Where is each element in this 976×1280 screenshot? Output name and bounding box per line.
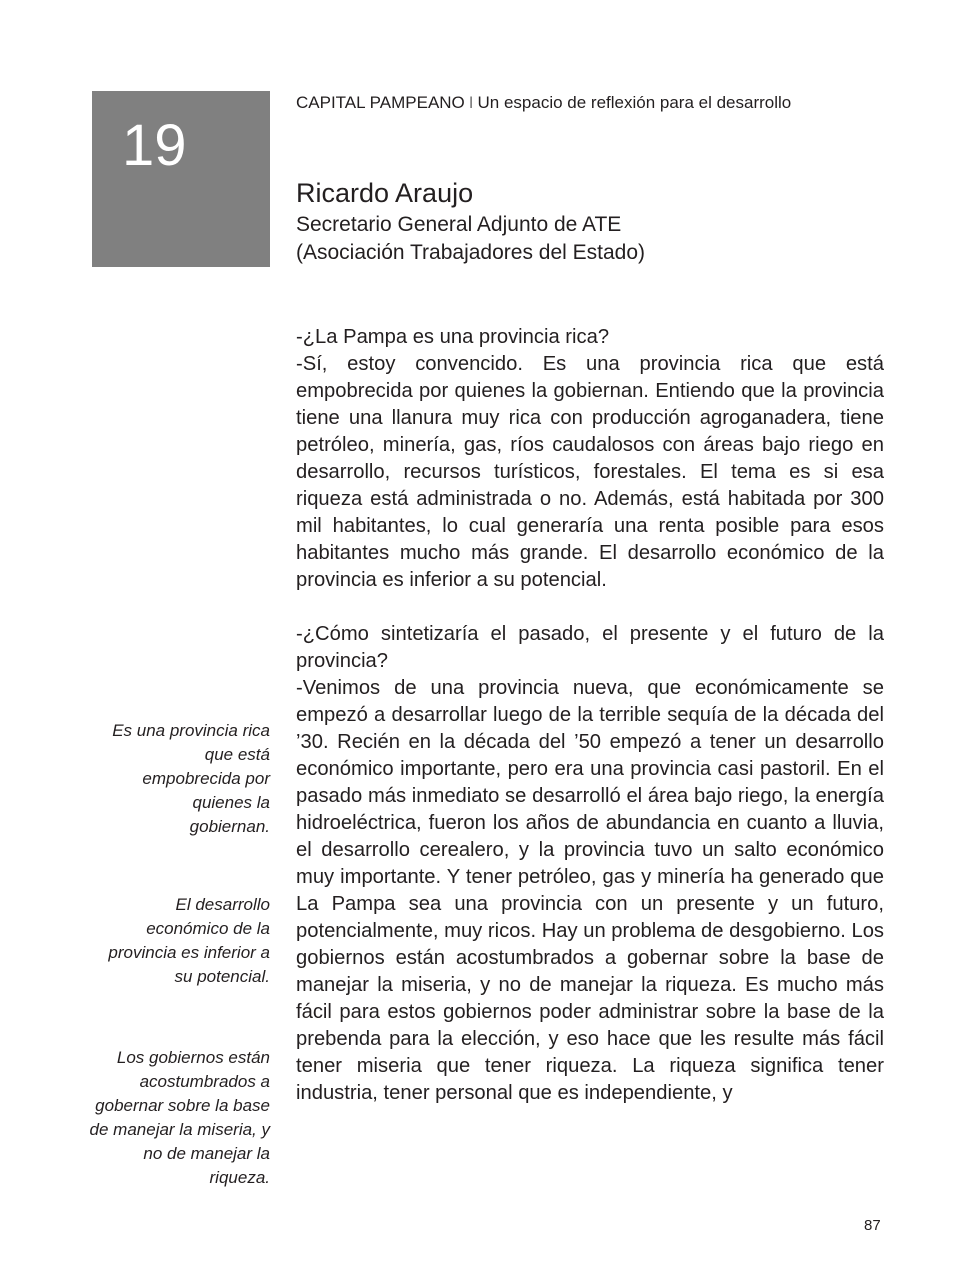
pull-quote-1: Es una provincia rica que está empobrecida por quienes la gobiernan. [112, 721, 270, 836]
publication-name: CAPITAL PAMPEANO [296, 93, 465, 112]
page-number: 87 [864, 1217, 881, 1234]
running-header [296, 93, 791, 113]
answer-2: -Venimos de una provincia nueva, que económicamente se empezó a desarrollar luego de la terrible sequía de la década del ’30. Recién en la década del ’50 empezó a tener un desarrollo económico importante, pero era una provincia casi pastoril. En el pasado más inmediato se desarrolló el área bajo riego, la energía hidroeléctrica, fueron los años de abundancia en cuanto a lluvia, el desarrollo cerealero, y la provincia tuvo un salto económico muy importante. Y tener petróleo, gas y minería ha generado que La Pampa sea una provincia con un presente y un futuro, potencialmente, muy ricos. Hay un problema de desgobierno. Los gobiernos están acostumbrados a gobernar sobre la base de manejar la miseria, y no de manejar la riqueza. Es mucho más fácil para estos gobiernos poder administrar sobre la base de la prebenda para la elección, y eso hace que les resulte más fácil tener miseria que tener riqueza. La riqueza significa tener industria, tener personal que es independiente, y [296, 677, 885, 1104]
pull-quote-3: Los gobiernos están acostumbrados a gobernar sobre la base de manejar la miseria, y no de manejar la riqueza. [89, 1048, 270, 1187]
question-2: -¿Cómo sintetizaría el pasado, el presente y el futuro de la provincia? [296, 623, 884, 672]
interviewee-organization: (Asociación Trabajadores del Estado) [296, 241, 646, 264]
answer-1: -Sí, estoy convencido. Es una provincia rica que está empobrecida por quienes la gobiernan. Entiendo que la provincia tiene una llanura muy rica con producción agroganadera, tiene petróleo, minería, gas, ríos caudalosos con áreas bajo riego en desarrollo, recursos turísticos, forestales. El tema es si esa riqueza está administrada o no. Además, está habitada por 300 mil habitantes, lo cual generaría una renta posible para esos habitantes mucho más grande. El desarrollo económico de la provincia es inferior a su potencial. [296, 353, 884, 591]
chapter-number-box [92, 91, 270, 267]
interview-body [296, 324, 884, 1107]
question-1: -¿La Pampa es una provincia rica? [296, 326, 610, 348]
publication-subtitle: Un espacio de reflexión para el desarrollo [477, 93, 792, 112]
interviewee-role: Secretario General Adjunto de ATE [296, 213, 622, 236]
chapter-number: 19 [122, 113, 187, 178]
header-separator: I [468, 93, 474, 112]
pull-quote-2: El desarrollo económico de la provincia es inferior a su potencial. [108, 895, 270, 986]
interviewee-name: Ricardo Araujo [296, 178, 474, 208]
